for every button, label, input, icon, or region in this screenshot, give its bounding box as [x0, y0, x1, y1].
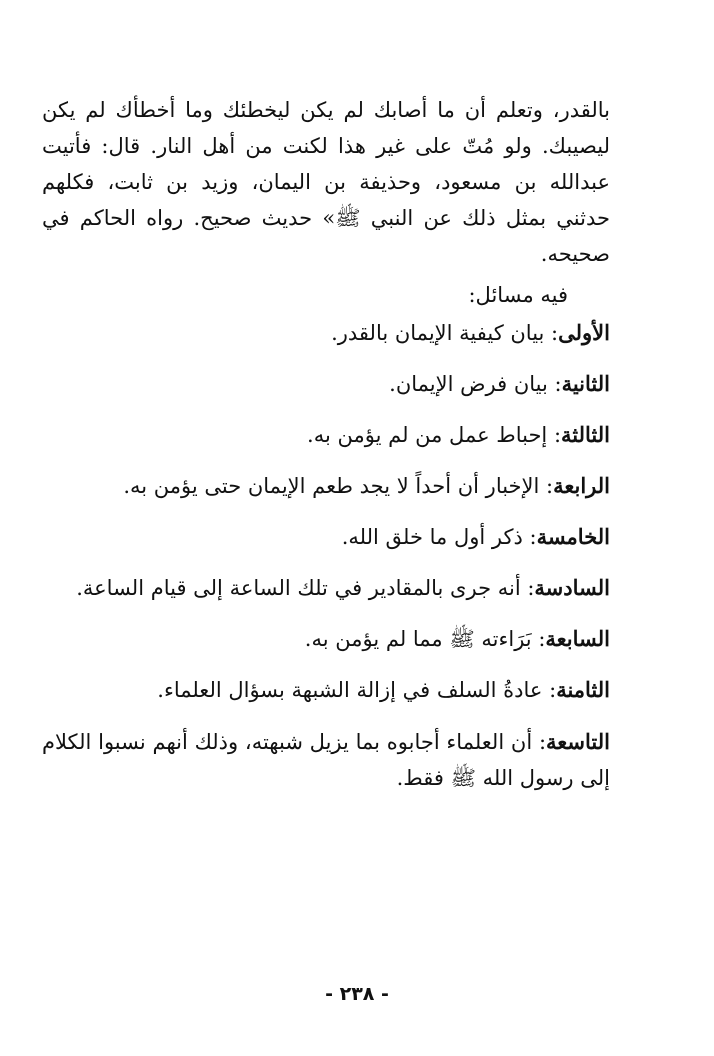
page-number: - ٢٣٨ -	[325, 983, 389, 1005]
issue-item	[42, 418, 610, 452]
issue-item	[42, 367, 610, 401]
issue-label: الثامنة	[556, 677, 610, 702]
issue-label: الثالثة	[561, 422, 610, 447]
issue-label: الخامسة	[536, 524, 610, 549]
hadith-paragraph: بالقدر، وتعلم أن ما أصابك لم يكن ليخطئك وما أخطأك لم يكن ليصيبك. ولو مُتّ على غير هذا لكنت من أهل النار. قال: فأتيت عبدالله بن مسعود، وحذيفة بن اليمان، وزيد بن ثابت، فكلهم حدثني بمثل ذلك عن النبي ﷺ» حديث صحيح. رواه الحاكم في صحيحه.	[42, 98, 610, 266]
issues-heading: فيه مسائل:	[468, 283, 568, 307]
issue-text: : الإخبار أن أحداً لا يجد طعم الإيمان حتى يؤمن به.	[123, 474, 554, 498]
issue-text: : بيان فرض الإيمان.	[389, 372, 562, 396]
issue-text: : بيان كيفية الإيمان بالقدر.	[331, 321, 559, 345]
issue-label: الرابعة	[553, 473, 610, 498]
issue-text: : بَرَاءته ﷺ مما لم يؤمن به.	[304, 627, 546, 651]
issue-item	[42, 316, 610, 350]
issue-text: : ذكر أول ما خلق الله.	[341, 525, 537, 549]
issue-item	[42, 673, 610, 707]
issue-item	[42, 622, 610, 656]
issue-text: : عادةُ السلف في إزالة الشبهة بسؤال العلماء.	[157, 678, 557, 702]
issue-item	[42, 520, 610, 554]
issue-item	[42, 571, 610, 605]
issue-text: : إحباط عمل من لم يؤمن به.	[307, 423, 562, 447]
issue-text: : أنه جرى بالمقادير في تلك الساعة إلى قيام الساعة.	[76, 576, 535, 600]
issue-label: السابعة	[545, 626, 610, 651]
issues-list	[42, 316, 610, 796]
page-body	[42, 92, 610, 813]
issue-label: السادسة	[534, 575, 610, 600]
issue-text: : أن العلماء أجابوه بما يزيل شبهته، وذلك أنهم نسبوا الكلام إلى رسول الله ﷺ فقط.	[42, 730, 610, 790]
issue-item	[42, 724, 610, 796]
issue-label: الثانية	[561, 371, 610, 396]
issue-label: الأولى	[558, 320, 610, 345]
issue-label: التاسعة	[546, 729, 610, 754]
issue-item	[42, 469, 610, 503]
